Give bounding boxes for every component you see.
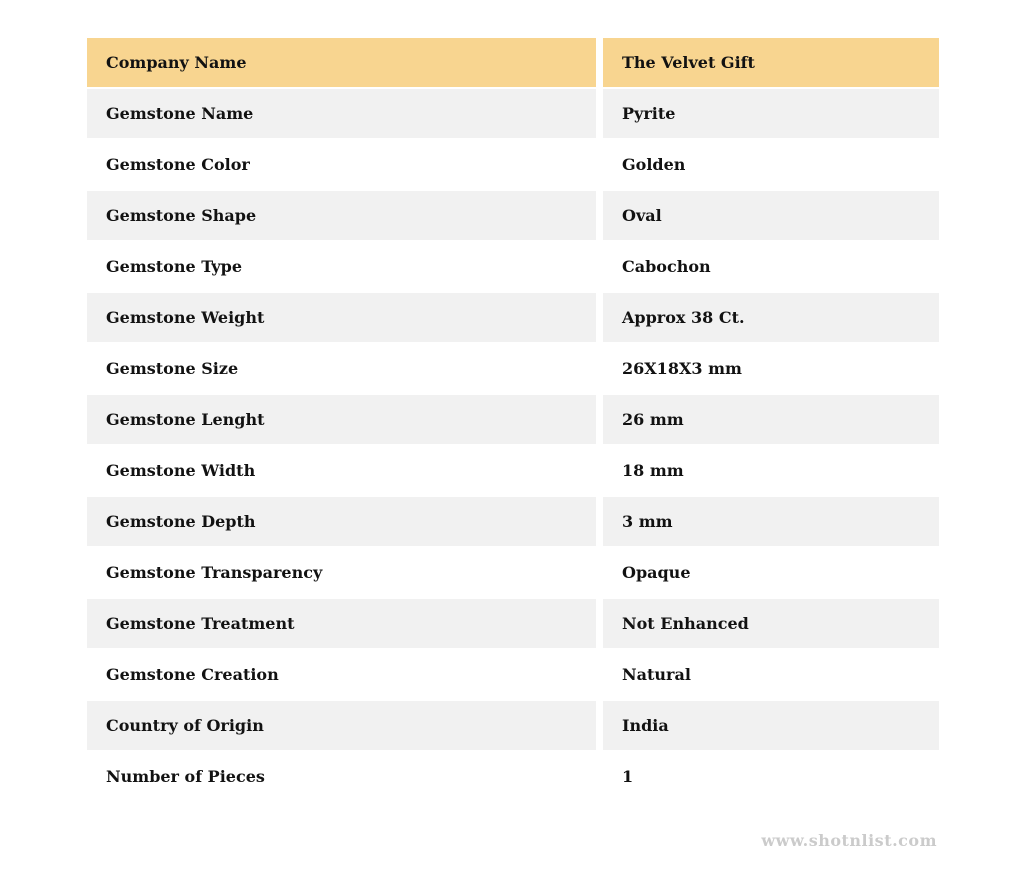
row-label-cell: Number of Pieces [87,752,596,801]
table-row [87,650,939,699]
table-row [87,752,939,801]
row-value-cell: 1 [603,752,939,801]
watermark-text: www.shotnlist.com [761,831,937,850]
row-value-cell: Approx 38 Ct. [603,293,939,342]
row-value-cell: Oval [603,191,939,240]
row-label-cell: Country of Origin [87,701,596,750]
row-label-cell: Gemstone Treatment [87,599,596,648]
table-row [87,599,939,648]
row-value-cell: Cabochon [603,242,939,291]
row-label-cell: Gemstone Color [87,140,596,189]
row-label-cell: Gemstone Name [87,89,596,138]
row-value-cell: Golden [603,140,939,189]
row-value-cell: 3 mm [603,497,939,546]
row-value-cell: 18 mm [603,446,939,495]
row-value-cell: Natural [603,650,939,699]
row-value-cell: Not Enhanced [603,599,939,648]
table-header-row [87,38,939,87]
table-row [87,446,939,495]
table-row [87,701,939,750]
row-value-cell: 26 mm [603,395,939,444]
table-row [87,242,939,291]
table-row [87,191,939,240]
row-value-cell: India [603,701,939,750]
table-row [87,395,939,444]
row-label-cell: Gemstone Shape [87,191,596,240]
header-label-cell: Company Name [87,38,596,87]
table-row [87,548,939,597]
table-row [87,89,939,138]
row-label-cell: Gemstone Depth [87,497,596,546]
table-row [87,497,939,546]
table-row [87,344,939,393]
row-label-cell: Gemstone Transparency [87,548,596,597]
row-label-cell: Gemstone Size [87,344,596,393]
row-label-cell: Gemstone Type [87,242,596,291]
header-value-cell: The Velvet Gift [603,38,939,87]
table-row [87,140,939,189]
table-row [87,293,939,342]
row-value-cell: Pyrite [603,89,939,138]
row-label-cell: Gemstone Lenght [87,395,596,444]
row-label-cell: Gemstone Width [87,446,596,495]
row-label-cell: Gemstone Weight [87,293,596,342]
row-value-cell: 26X18X3 mm [603,344,939,393]
gemstone-spec-table [87,38,939,801]
row-value-cell: Opaque [603,548,939,597]
row-label-cell: Gemstone Creation [87,650,596,699]
